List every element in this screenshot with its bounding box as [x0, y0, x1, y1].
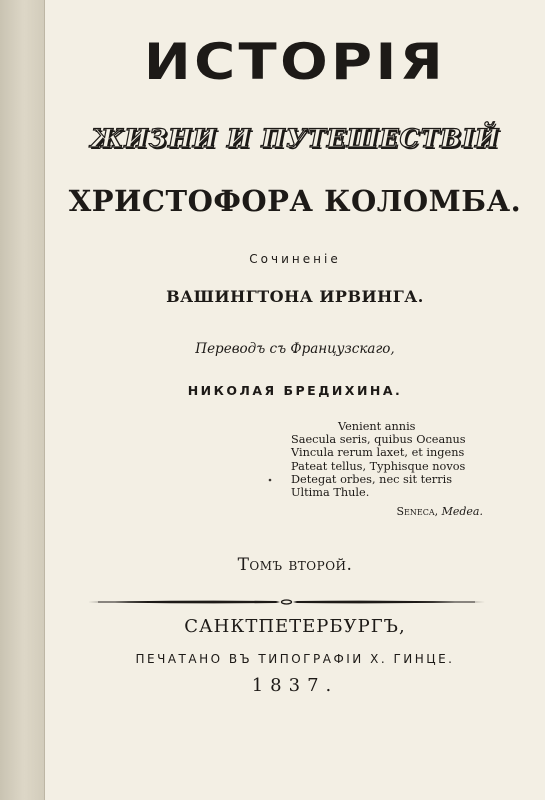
epigraph-line: Venient annis: [338, 420, 416, 433]
epigraph-line: Vincula rerum laxet, et ingens: [291, 446, 465, 460]
epigraph-line: Ultima Thule.: [291, 486, 370, 500]
volume-label: Томъ второй.: [237, 555, 353, 575]
book-title: ИСТОРІЯ: [143, 33, 447, 91]
subtitle-line-2: ХРИСТОФОРА КОЛОМБА.: [68, 184, 522, 218]
epigraph-attribution: [291, 505, 483, 519]
composed-by-label: Сочиненіе: [249, 252, 341, 266]
publication-city: САНКТПЕТЕРБУРГЪ,: [184, 616, 406, 637]
epigraph-source-work: Medea.: [441, 505, 483, 518]
translation-note: Переводъ съ Французскаго,: [195, 341, 395, 357]
epigraph-line: Saecula seris, quibus Oceanus: [291, 433, 466, 447]
translator-name: НИКОЛАЯ БРЕДИХИНА.: [187, 383, 403, 398]
decorative-rule: [88, 594, 485, 610]
publication-year: 1837.: [251, 675, 339, 696]
ink-mark: [268, 478, 272, 482]
printer-line: ПЕЧАТАНО ВЪ ТИПОГРАФІИ Х. ГИНЦЕ.: [135, 652, 455, 666]
epigraph: [291, 420, 491, 499]
author-name: ВАШИНГТОНА ИРВИНГА.: [166, 287, 424, 306]
epigraph-line: Detegat orbes, nec sit terris: [291, 472, 453, 486]
adjacent-page-edge: [0, 0, 45, 800]
epigraph-line: Pateat tellus, Typhisque novos: [291, 459, 466, 473]
subtitle-line-1: ЖИЗНИ И ПУТЕШЕСТВІЙ: [90, 124, 500, 153]
epigraph-source-author: Seneca,: [396, 505, 439, 518]
